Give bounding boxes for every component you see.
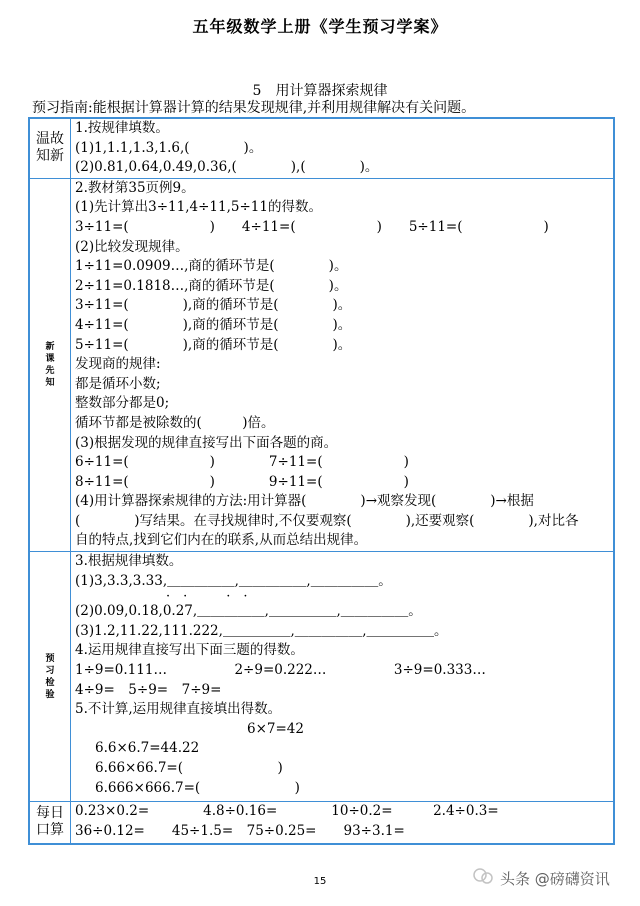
text-line: (3)根据发现的规律直接写出下面各题的商。 [75,434,338,451]
section-label-line: 知新 [36,148,64,165]
section-label-char: 检 [45,677,55,688]
section-label-line: 口算 [36,822,64,839]
text-line: 3÷11=( ),商的循环节是( )。 [75,297,352,314]
watermark-logo-icon [472,866,494,886]
text-line: 1÷11=0.0909…,商的循环节是( )。 [75,258,348,275]
text-line: (1)1,1.1,1.3,1.6,( )。 [75,139,263,156]
repeating-decimal-dots: · · · · [75,589,248,605]
section-label-char: 新 [45,341,55,352]
text-line: (1)3,3.3,3.33,＿＿＿＿＿,＿＿＿＿＿,＿＿＿＿＿。 [75,572,392,589]
lesson-title: 5 用计算器探索规律 [252,83,388,99]
text-line: 5÷11=( ),商的循环节是( )。 [75,336,352,353]
text-line: 都是循环小数; [75,375,161,392]
text-line: 1.按规律填数。 [75,120,169,136]
text-line: 3.根据规律填数。 [75,553,183,570]
preview-guide: 预习指南:能根据计算器计算的结果发现规律,并利用规律解决有关问题。 [32,100,476,116]
section-label-new-lesson [29,178,71,551]
section-practice [29,552,614,802]
text-line: (4)用计算器探索规律的方法:用计算器( )→观察发现( )→根据 [75,493,534,510]
text-line: 2.教材第35页例9。 [75,179,195,196]
section-content-review [71,118,615,178]
document-title: 五年级数学上册《学生预习学案》 [192,17,448,36]
text-line: 2÷11=0.1818…,商的循环节是( )。 [75,277,348,294]
text-line: 6÷11=( ) 7÷11=( ) [75,454,409,471]
text-line: (1)先计算出3÷11,4÷11,5÷11的得数。 [75,199,322,216]
section-label-char: 习 [45,665,55,676]
text-line: 6.666×666.7=( ) [95,779,300,796]
text-line: (2)0.81,0.64,0.49,0.36,( ),( )。 [75,159,379,176]
section-label-char: 课 [45,353,55,364]
text-line: 循环节都是被除数的( )倍。 [75,414,275,431]
text-line: 4÷11=( ),商的循环节是( )。 [75,316,352,333]
section-label-review [29,118,71,178]
section-label-line: 温故 [36,131,64,148]
section-label-char: 验 [45,689,55,700]
text-line: 6×7=42 [247,720,304,737]
text-line: (2)比较发现规律。 [75,238,189,255]
section-label-char: 知 [45,377,55,388]
section-label-daily-math [29,802,71,844]
text-line: 4.运用规律直接写出下面三题的得数。 [75,642,304,659]
watermark-text: 头条 @磅礴资讯 [500,870,610,888]
text-line: 发现商的规律: [75,356,161,373]
text-line: 自的特点,找到它们内在的联系,从而总结出规律。 [75,532,368,549]
text-line: 整数部分都是0; [75,395,170,412]
text-line: 6.66×66.7=( ) [95,760,283,776]
section-label-char: 先 [45,365,55,376]
text-line: 0.23×0.2= 4.8÷0.16= 10÷0.2= 2.4÷0.3= [75,803,499,820]
worksheet-table [28,117,615,845]
text-line: (2)0.09,0.18,0.27,＿＿＿＿＿,＿＿＿＿＿,＿＿＿＿＿。 [75,603,422,620]
text-line: (3)1.2,11.22,111.222,＿＿＿＿＿,＿＿＿＿＿,＿＿＿＿＿。 [75,622,448,639]
text-line: ( )写结果。在寻找规律时,不仅要观察( ),还要观察( ),对比各 [75,512,579,529]
section-label-char: 预 [45,653,55,664]
section-review [29,118,614,178]
text-line: 6.6×6.7=44.22 [95,740,200,757]
text-line: 36÷0.12= 45÷1.5= 75÷0.25= 93÷3.1= [75,822,405,839]
section-content-new-lesson [71,178,615,551]
text-line: 3÷11=( ) 4÷11=( ) 5÷11=( ) [75,218,549,235]
text-line: 5.不计算,运用规律直接填出得数。 [75,701,282,718]
section-content-daily-math [71,802,615,844]
section-new-lesson [29,178,614,551]
section-label-practice [29,552,71,802]
section-label-line: 每日 [36,805,64,822]
text-line: 1÷9=0.111… 2÷9=0.222… 3÷9=0.333… [75,662,486,679]
text-line: 4÷9= 5÷9= 7÷9= [75,681,222,698]
text-line: 8÷11=( ) 9÷11=( ) [75,473,409,490]
section-content-practice [71,552,615,802]
page-number: 15 [313,876,327,887]
section-daily-math [29,802,614,844]
